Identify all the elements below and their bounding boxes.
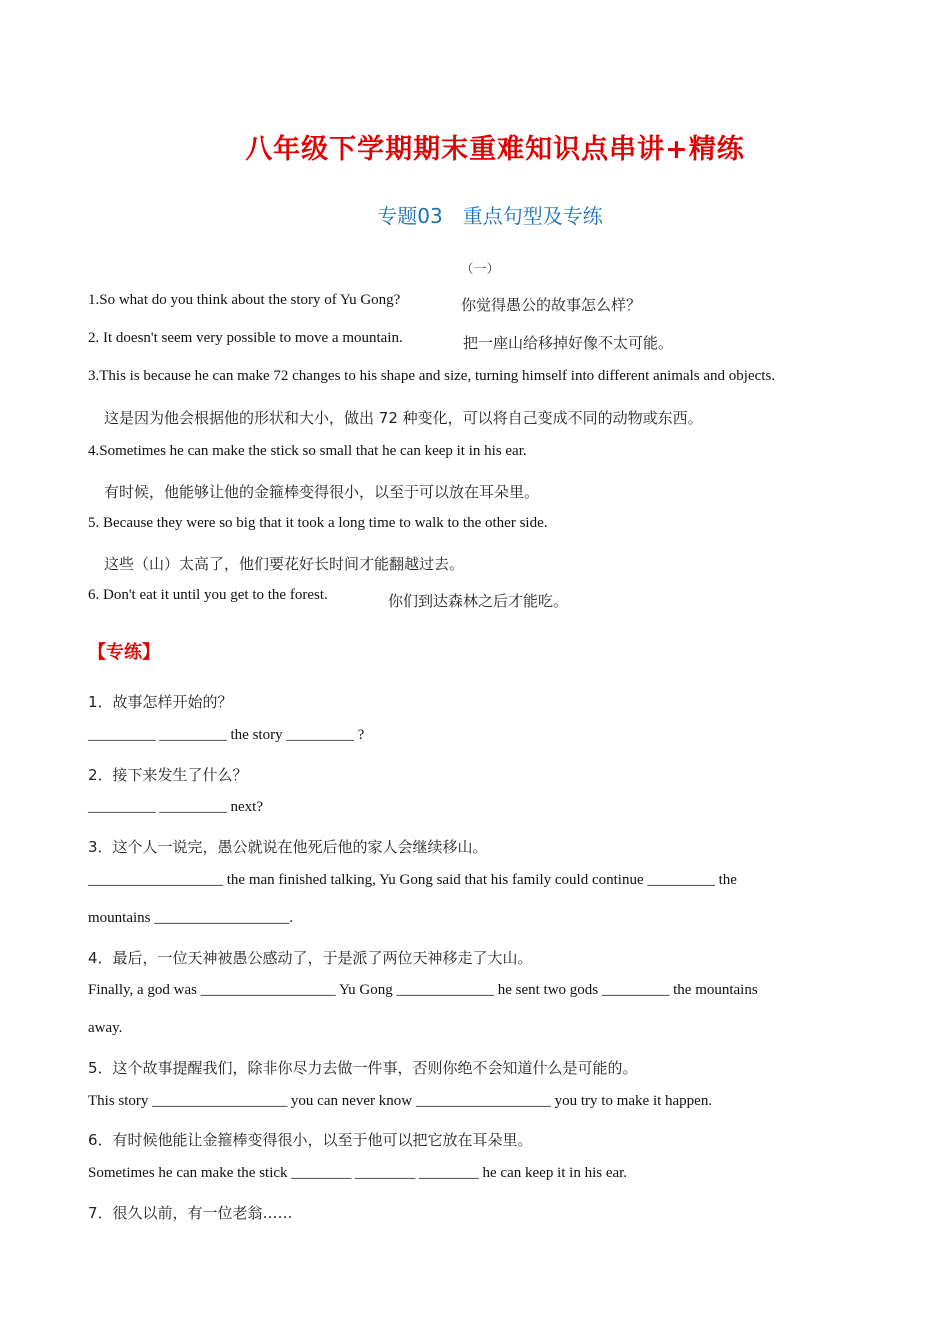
sentence-6-en: 6. Don't eat it until you get to the forest. [88, 587, 328, 603]
exercise-2-question: 2．接下来发生了什么？ [88, 766, 248, 784]
sentence-4-zh: 有时候，他能够让他的金箍棒变得很小，以至于可以放在耳朵里。 [104, 483, 540, 501]
section-mark: （一） [460, 261, 500, 276]
sentence-3-en: 3.This is because he can make 72 changes to his shape and size, turning himself into different animals and objects. [88, 368, 776, 384]
sentence-6-zh: 你们到达森林之后才能吃。 [388, 592, 569, 610]
sentence-2-zh: 把一座山给移掉好像不太可能。 [463, 334, 674, 352]
exercise-3-line-2: mountains __________________. [88, 910, 293, 926]
exercise-6-question: 6．有时候他能让金箍棒变得很小，以至于他可以把它放在耳朵里。 [88, 1131, 533, 1149]
sentence-1-zh: 你觉得愚公的故事怎么样？ [461, 296, 642, 314]
sentence-5-en: 5. Because they were so big that it took a long time to walk to the other side. [88, 515, 548, 531]
sentence-5-zh: 这些（山）太高了，他们要花好长时间才能翻越过去。 [104, 555, 465, 573]
exercise-5-line-1: This story __________________ you can never know __________________ you try to make it happen. [88, 1093, 713, 1109]
exercise-7-question: 7．很久以前，有一位老翁…… [88, 1204, 293, 1222]
sentence-4-en: 4.Sometimes he can make the stick so small that he can keep it in his ear. [88, 443, 527, 459]
sentence-1-en: 1.So what do you think about the story of Yu Gong? [88, 292, 401, 308]
exercise-1-question: 1．故事怎样开始的？ [88, 693, 233, 711]
exercise-4-line-1: Finally, a god was __________________ Yu Gong _____________ he sent two gods _________ the mountains [88, 982, 758, 998]
exercise-3-line-1: __________________ the man finished talking, Yu Gong said that his family could continue _________ the [88, 872, 737, 888]
exercise-4-question: 4．最后，一位天神被愚公感动了，于是派了两位天神移走了大山。 [88, 949, 533, 967]
document-subtitle: 专题03 重点句型及专练 [377, 204, 603, 228]
exercise-2-line-1: _________ _________ next? [88, 799, 263, 815]
exercise-6-line-1: Sometimes he can make the stick ________ ________ ________ he can keep it in his ear. [88, 1165, 628, 1181]
sentence-3-zh: 这是因为他会根据他的形状和大小，做出 72 种变化，可以将自己变成不同的动物或东西。 [104, 409, 703, 427]
exercise-3-question: 3．这个人一说完，愚公就说在他死后他的家人会继续移山。 [88, 838, 488, 856]
document-title: 八年级下学期期末重难知识点串讲+精练 [245, 134, 745, 165]
exercise-5-question: 5．这个故事提醒我们，除非你尽力去做一件事，否则你绝不会知道什么是可能的。 [88, 1059, 638, 1077]
exercise-1-line-1: _________ _________ the story _________ ? [88, 727, 365, 743]
practice-heading: 【专练】 [88, 642, 160, 663]
sentence-2-en: 2. It doesn't seem very possible to move a mountain. [88, 330, 403, 346]
exercise-4-line-2: away. [88, 1020, 123, 1036]
